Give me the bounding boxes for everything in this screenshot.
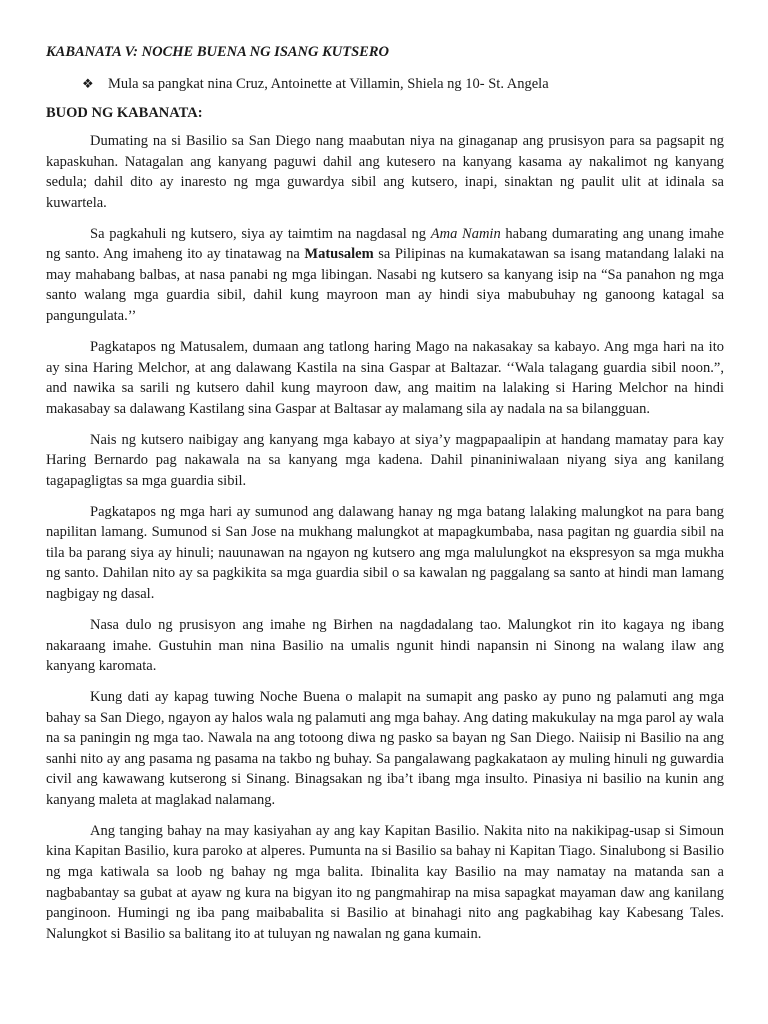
paragraph-7: Kung dati ay kapag tuwing Noche Buena o malapit na sumapit ang pasko ay puno ng palamuti ang mga bahay sa San Diego, ngayon ay halos wala ng palamuti ang mga bahay. Ang dating makukulay na mga parol ay wala na sa paningin ng mga tao. Nawala na ang totoong diwa ng pasko sa bayan ng San Diego. Naiisip ni Basilio na ang sanhi nito ay ang pasama ng pasama na takbo ng buhay. Sa pangalawang pagkakataon ay muling hinuli ng guwardia civil ang kawawang kutserong si Sinang. Binagsakan ng iba’t ibang mga insulto. Pinasiya ni basilio na kunin ang kanyang maleta at maglakad nalamang.: [46, 689, 724, 808]
paragraph-1: Dumating na si Basilio sa San Diego nang maabutan niya na ginaganap ang prusisyon para sa pagsapit ng kapaskuhan. Natagalan ang kanyang paguwi dahil ang kutesero na kanyang kasama ay nakalimot ng kanyang sedula; dahil dito ay inaresto ng mga guwardya sibil ang kutsero, inapi, sinaktan ng paulit ulit at idinala sa kuwartela.: [46, 133, 724, 211]
contributors-text: Mula sa pangkat nina Cruz, Antoinette at Villamin, Shiela ng 10- St. Angela: [108, 76, 549, 92]
chapter-title: KABANATA V: NOCHE BUENA NG ISANG KUTSERO: [46, 44, 389, 60]
paragraph-2-part-2: habang dumarating ang unang imahe ng santo. Ang imaheng ito ay tinatawag na: [46, 225, 724, 263]
paragraph-3: Pagkatapos ng Matusalem, dumaan ang tatlong haring Mago na nakasakay sa kabayo. Ang mga hari na ito ay sina Haring Melchor, at ang dalawang Kastila na sina Gaspar at Baltazar. ‘‘Wala talagang guardia sibil noon.”, and nawika sa sarili ng kutsero dahil kung mayroon daw, ang maitim na lalaking si Haring Melchor na hindi makasabay sa dalawang Kastilang sina Gaspar at Baltasar ay malamang sila ay nadala na sa bilangguan.: [46, 338, 724, 417]
paragraph-2: [46, 224, 724, 327]
section-heading: BUOD NG KABANATA:: [46, 105, 203, 121]
paragraph-6: Nasa dulo ng prusisyon ang imahe ng Birhen na nagdadalang tao. Malungkot rin ito kagaya ng ibang nakaraang imahe. Gustuhin man nina Basilio na umalis ngunit hindi napansin ni Sinong na walang ilaw ang kanyang karomata.: [46, 616, 724, 675]
saint-name: Matusalem: [304, 246, 374, 263]
paragraph-2-part-1: Sa pagkahuli ng kutsero, siya ay taimtim na nagdasal ng: [90, 225, 431, 242]
paragraph-8: Ang tanging bahay na may kasiyahan ay ang kay Kapitan Basilio. Nakita nito na nakikipag-usap si Simoun kina Kapitan Basilio, kura paroko at alperes. Pumunta na si Basilio sa bahay ni Kapitan Tiago. Sinalubong si Basilio ng mga katiwala sa loob ng bahay ng mga balita. Ibinalita kay Basilio na may namatay na matanda san a nagbabantay sa gubat at ayaw ng kura na bigyan ito ng pangmahirap na misa sapagkat mayaman daw ang kanilang panginoon. Humingi ng iba pang maibabalita si Basilio at binahagi nito ang pagkabihag kay Kabesang Tales. Nalungkot si Basilio sa balitang ito at tuluyan ng nawalan ng gana kumain.: [46, 822, 724, 942]
paragraph-5: Pagkatapos ng mga hari ay sumunod ang dalawang hanay ng mga batang lalaking malungkot na para bang napilitan lamang. Sumunod si San Jose na mukhang malungkot at mapagkumbaba, nasa pagitan ng guardia sibil na tila ba parang siya ay hinuli; nauunawan na ngayon ng kutsero ang mga malulungkot na ekspresyon sa mga mukha ng santo. Dahilan nito ay sa pagkikita sa mga guardia sibil o sa kawalan ng paggalang sa santo at hindi man lamang nagbigay ng dasal.: [46, 503, 724, 603]
prayer-title: Ama Namin: [430, 225, 501, 242]
diamond-bullet-icon: ❖: [82, 77, 94, 92]
paragraph-4: Nais ng kutsero naibigay ang kanyang mga kabayo at siya’y magpapaalipin at handang mamatay para kay Haring Bernardo pag nakawala na sa kanyang mga kadena. Dahil pinaniniwalaan niyang siya ang kanilang tagapagligtas sa mga guardia sibil.: [46, 431, 724, 489]
document-page: [46, 42, 724, 944]
contributors-line: [82, 74, 724, 95]
paragraph-2-part-3: sa Pilipinas na kumakatawan sa isang matandang lalaki na may mahabang balbas, at nasa panabi ng mga libingan. Nasabi ng kutsero sa kanyang isip na “Sa panahon ng mga santo walang mga guardia sibil, dahil kung mayroon man ay hindi siya mabubuhay ng ganoong katagal sa pangungulata.’’: [46, 246, 724, 325]
